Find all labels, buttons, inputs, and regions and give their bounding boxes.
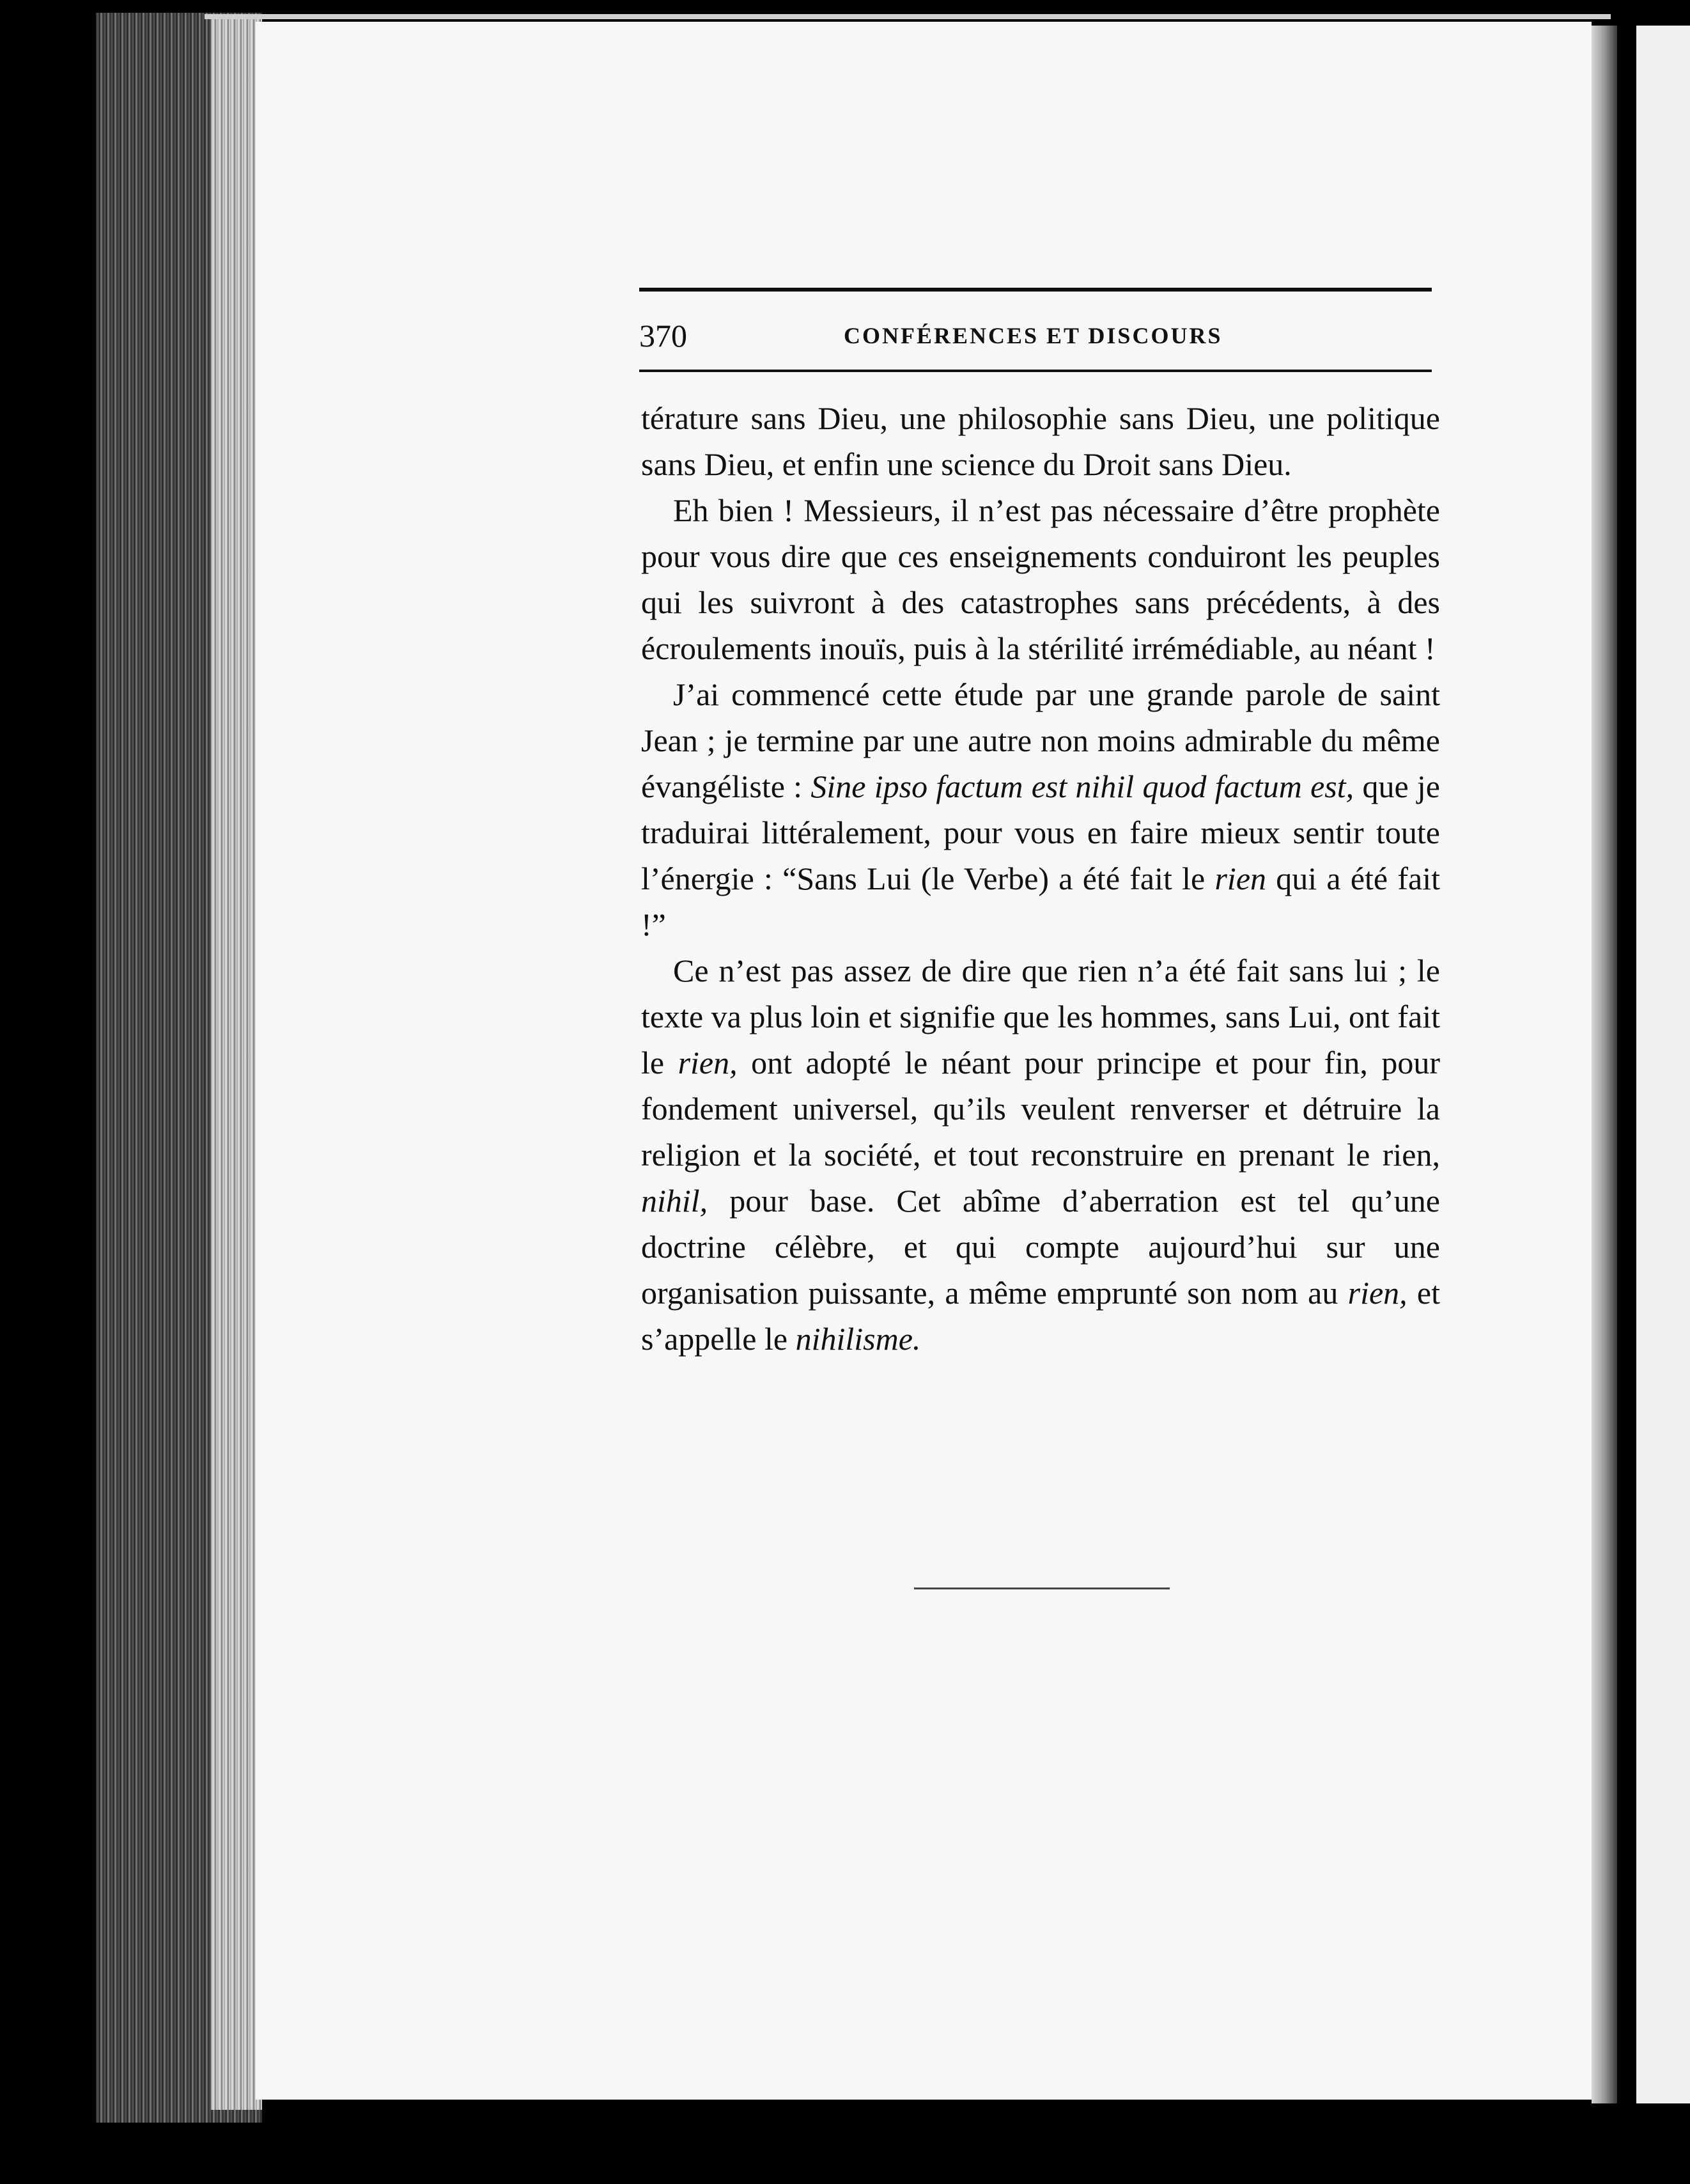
paragraph-3-text-c: qui a été fait !” [641,861,1440,942]
paragraph-4-text-b: ont adopté le néant pour principe et pour fin, pour fondement universel, qu’ils veulent renverser et détruire la religion et la société, et tout reconstruire en prenant le rien, [641,1045,1440,1173]
page-number: 370 [639,318,687,354]
emphasis-rien-2: rien, [1347,1275,1407,1311]
book-page-edges-highlight [211,19,262,2110]
header-top-rule [639,288,1432,292]
body-text [641,395,1440,1362]
paragraph-4-text-a: Ce n’est pas assez de dire que rien n’a été fait sans lui ; le texte va plus loin et signifie que les hommes, sans Lui, ont fait le [641,953,1440,1080]
latin-quote: Sine ipso factum est nihil quod factum est, [810,768,1354,804]
running-title: CONFÉRENCES ET DISCOURS [844,323,1223,348]
emphasis-nihilisme: nihilisme. [795,1321,921,1357]
facing-page-edge [1636,26,1690,2103]
emphasis-rien-1: rien, [678,1045,738,1080]
paragraph-4-text-d: et s’appelle le [641,1275,1440,1357]
emphasis-nihil: nihil, [641,1183,708,1219]
page-top-edge [205,14,1611,19]
paragraph-1: térature sans Dieu, une philosophie sans Dieu, une politique sans Dieu, et enfin une science du Droit sans Dieu. [641,400,1440,482]
gutter-shadow [1592,26,1617,2103]
header-bottom-rule [639,370,1432,372]
paragraph-4 [641,948,1440,1362]
paragraph-3-text-b: que je traduirai littéralement, pour vous en faire mieux sentir toute l’énergie : “Sans Lui (le Verbe) a été fait le [641,768,1441,896]
paragraph-3 [641,671,1440,948]
emphasis-rien: rien [1214,861,1267,896]
paragraph-2: Eh bien ! Messieurs, il n’est pas nécessaire d’être prophète pour vous dire que ces enseignements conduiront les peuples qui les suivront à des catastrophes sans précédents, à des écroulements inouïs, puis à la stérilité irrémédiable, au néant ! [641,492,1440,666]
chapter-end-rule [914,1587,1170,1589]
running-head [639,313,1432,358]
paragraph-3-text-a: J’ai commencé cette étude par une grande parole de saint Jean ; je termine par une autre non moins admirable du même évangéliste : [641,676,1440,804]
paragraph-4-text-c: pour base. Cet abîme d’aberration est tel qu’une doctrine célèbre, et qui compte aujourd’hui sur une organisation puissante, a même emprunté son nom au [641,1183,1440,1311]
